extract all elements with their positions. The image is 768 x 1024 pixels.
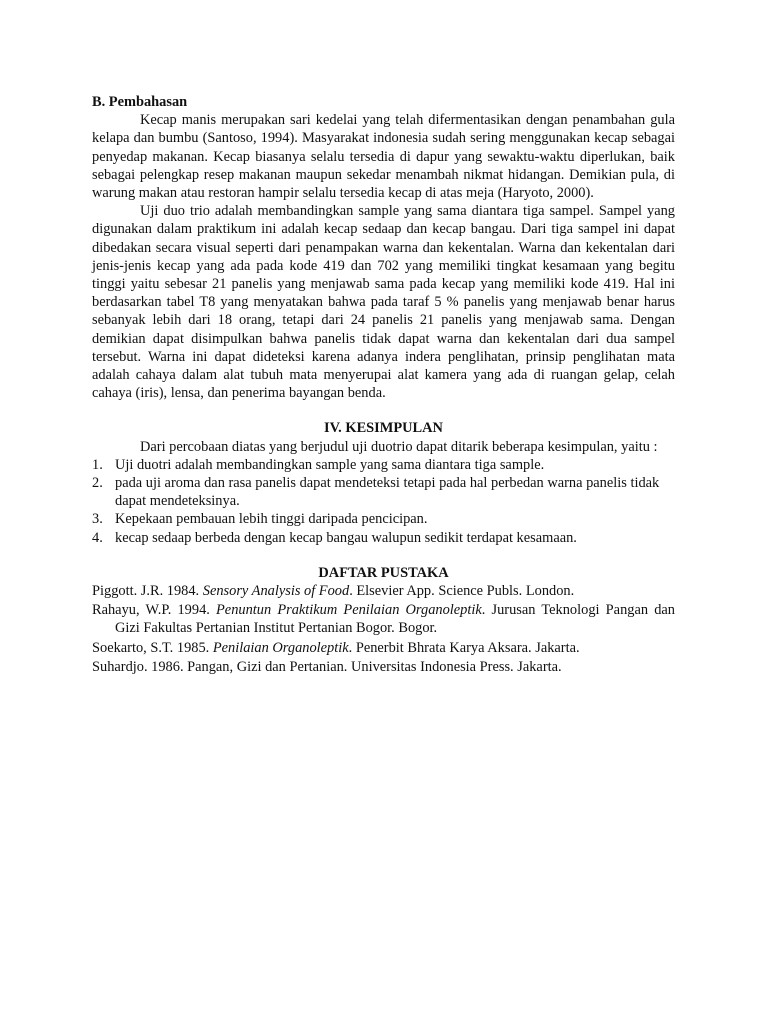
reference-author: Rahayu, W.P. 1994. [92,602,217,619]
reference-title: Sensory Analysis of Food [202,583,350,600]
list-item-number: 4. [92,529,103,546]
reference-title: Penuntun Praktikum Penilaian Organoleptik [216,602,482,619]
section-heading-pembahasan: B. Pembahasan [92,94,188,110]
list-item-text: kecap sedaap berbeda dengan kecap bangau walupun sedikit terdapat kesamaan. [115,529,577,546]
reference-title: Penilaian Organoleptik [212,639,349,656]
list-item [92,510,675,528]
list-item-number: 1. [92,456,103,473]
reference-author: Suhardjo. 1986. Pangan, Gizi dan Pertanian. Universitas Indonesia Press. Jakarta. [92,658,562,675]
list-item-number: 3. [92,511,103,528]
list-item-text: pada uji aroma dan rasa panelis dapat mendeteksi tetapi pada hal perbedan warna panelis tidak dapat mendeteksinya. [115,475,660,510]
reference-publisher: . Elsevier App. Science Publs. London. [349,583,575,600]
paragraph-uji-duo-trio: Uji duo trio adalah membandingkan sample yang sama diantara tiga sampel. Sampel yang digunakan dalam praktikum ini adalah kecap sedaap dan kecap bangau. Dari tiga sampel ini dapat dibedakan secara visual seperti dari penampakan warna dan kekentalan. Warna dan kekentalan dari jenis-jenis kecap yang ada pada kode 419 dan 702 yang memiliki tingkat kesamaan yang begitu tinggi yaitu sebesar 21 panelis yang menjawab sama pada kecap yang memiliki kode 419. Hal ini berdasarkan tabel T8 yang menyatakan bahwa pada taraf 5 % panelis yang menjawab benar harus sebanyak lebih dari 18 orang, tetapi dari 24 panelis 21 panelis yang menjawab sama. Dengan demikian dapat disimpulkan bahwa panelis tidak dapat warna dan kekentalan dari dua sampel tersebut. Warna ini dapat dideteksi karena adanya indera penglihatan, prinsip penglihatan mata adalah cahaya dalam alat tubuh mata menyerupai alat kamera yang ada di ruangan gelap, celah cahaya (iris), lensa, dan penerima bayangan benda. [92,203,675,402]
reference-publisher: . Jurusan Teknologi Pangan dan Gizi Fakultas Pertanian Institut Pertanian Bogor. Bogor. [115,602,675,637]
paragraph-kecap-manis: Kecap manis merupakan sari kedelai yang telah difermentasikan dengan penambahan gula kelapa dan bumbu (Santoso, 1994). Masyarakat indonesia sudah sering menggunakan kecap sebagai penyedap makanan. Kecap biasanya selalu tersedia di dapur yang sewaktu-waktu diperlukan, baik sebagai pelengkap resep makanan maupun sekedar menambah nikmat hidangan. Demikian pula, di warung makan atau restoran hampir selalu tersedia kecap di atas meja (Haryoto, 2000). [92,112,675,202]
list-item-number: 2. [92,475,103,492]
list-item [92,456,675,474]
reference-author: Piggott. J.R. 1984. [92,583,203,600]
list-item-text: Kepekaan pembauan lebih tinggi daripada pencicipan. [115,511,428,528]
document-page [92,93,675,676]
reference-publisher: . Penerbit Bhrata Karya Aksara. Jakarta. [348,639,580,656]
reference-piggott [92,582,675,600]
list-item [92,474,675,510]
kesimpulan-intro: Dari percobaan diatas yang berjudul uji duotrio dapat ditarik beberapa kesimpulan, yaitu : [140,438,658,455]
list-item-text: Uji duotri adalah membandingkan sample yang sama diantara tiga sample. [115,456,545,473]
kesimpulan-list [92,456,675,547]
reference-author: Soekarto, S.T. 1985. [92,639,213,656]
list-item [92,529,675,547]
section-heading-kesimpulan: IV. KESIMPULAN [324,420,443,437]
reference-suhardjo [92,658,675,676]
reference-soekarto [92,639,675,657]
reference-rahayu [92,601,675,637]
section-heading-daftar-pustaka: DAFTAR PUSTAKA [318,564,449,581]
